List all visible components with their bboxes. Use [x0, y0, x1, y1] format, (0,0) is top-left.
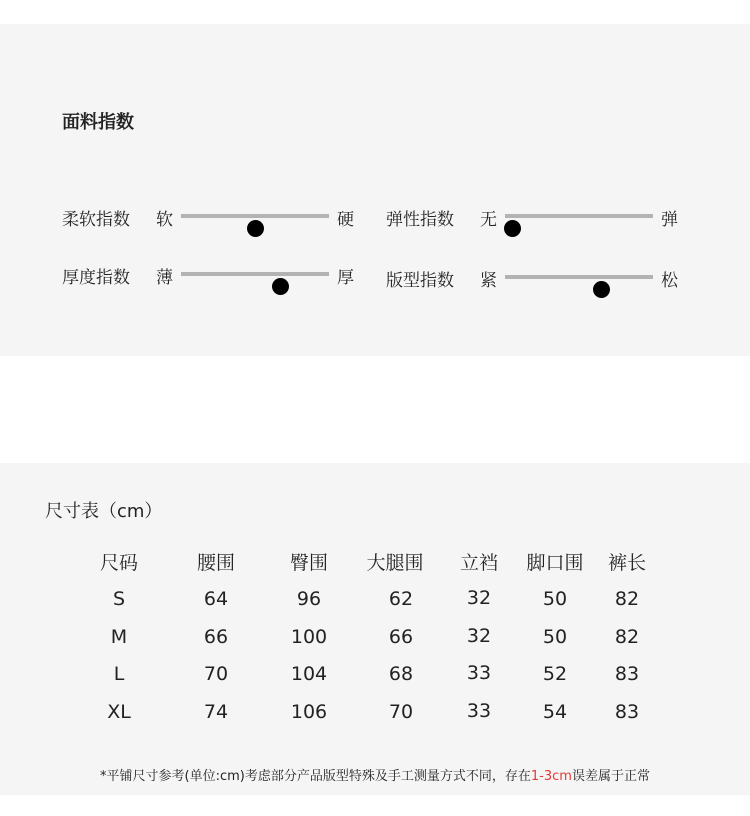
header-waist: 腰围: [196, 552, 235, 574]
cell-rise: 33: [466, 662, 492, 684]
elasticity-slider: [386, 201, 686, 231]
fabric-index-panel: [0, 24, 750, 356]
cell-size: XL: [107, 701, 131, 723]
slider-low-label: 无: [480, 210, 497, 230]
header-hip: 臀围: [289, 552, 328, 574]
cell-thigh: 68: [388, 663, 414, 685]
cell-leg-opening: 50: [542, 588, 568, 610]
cell-size: S: [112, 588, 126, 610]
cell-hip: 106: [290, 701, 328, 723]
slider-high-label: 硬: [337, 210, 354, 230]
header-leg-opening: 脚口围: [526, 552, 584, 574]
cell-length: 83: [614, 701, 640, 723]
cell-thigh: 66: [388, 626, 414, 648]
cell-rise: 33: [466, 700, 492, 722]
slider-label: 弹性指数: [386, 210, 454, 230]
header-thigh: 大腿围: [366, 552, 424, 574]
cell-leg-opening: 54: [542, 701, 568, 723]
cell-leg-opening: 50: [542, 626, 568, 648]
cell-rise: 32: [466, 625, 492, 647]
slider-track: [181, 272, 329, 276]
cell-leg-opening: 52: [542, 663, 568, 685]
slider-low-label: 软: [156, 210, 173, 230]
slider-track: [181, 214, 329, 218]
slider-knob: [272, 278, 289, 295]
slider-low-label: 薄: [156, 268, 173, 288]
cell-waist: 64: [203, 588, 229, 610]
note-text-end: 误差属于正常: [571, 769, 650, 784]
cell-length: 82: [614, 588, 640, 610]
slider-label: 厚度指数: [62, 268, 130, 288]
slider-low-label: 紧: [480, 271, 497, 291]
slider-knob: [247, 220, 264, 237]
fabric-index-title: 面料指数: [62, 112, 134, 133]
cell-waist: 66: [203, 626, 229, 648]
slider-label: 版型指数: [386, 271, 454, 291]
size-chart-title: 尺寸表（cm）: [45, 501, 163, 522]
header-rise: 立裆: [459, 552, 498, 574]
slider-track: [505, 275, 653, 279]
measurement-note: [0, 765, 750, 784]
cell-hip: 104: [290, 663, 328, 685]
slider-track: [505, 214, 653, 218]
header-size: 尺码: [99, 552, 138, 574]
size-chart-panel: [0, 463, 750, 795]
cell-hip: 100: [290, 626, 328, 648]
slider-label: 柔软指数: [62, 210, 130, 230]
fit-slider: [386, 262, 686, 292]
slider-knob: [593, 281, 610, 298]
cell-length: 82: [614, 626, 640, 648]
cell-waist: 74: [203, 701, 229, 723]
cell-size: L: [113, 663, 125, 685]
slider-high-label: 厚: [337, 268, 354, 288]
cell-rise: 32: [466, 587, 492, 609]
note-error-range: 1-3cm: [530, 769, 572, 784]
slider-high-label: 松: [661, 271, 678, 291]
cell-hip: 96: [296, 588, 322, 610]
softness-slider: [62, 201, 362, 231]
header-length: 裤长: [607, 552, 646, 574]
note-text: *平铺尺寸参考(单位:cm)考虑部分产品版型特殊及手工测量方式不同，存在: [100, 769, 531, 784]
thickness-slider: [62, 259, 362, 289]
cell-waist: 70: [203, 663, 229, 685]
cell-size: M: [110, 626, 128, 648]
slider-knob: [504, 220, 521, 237]
cell-thigh: 62: [388, 588, 414, 610]
slider-high-label: 弹: [661, 210, 678, 230]
cell-thigh: 70: [388, 701, 414, 723]
cell-length: 83: [614, 663, 640, 685]
